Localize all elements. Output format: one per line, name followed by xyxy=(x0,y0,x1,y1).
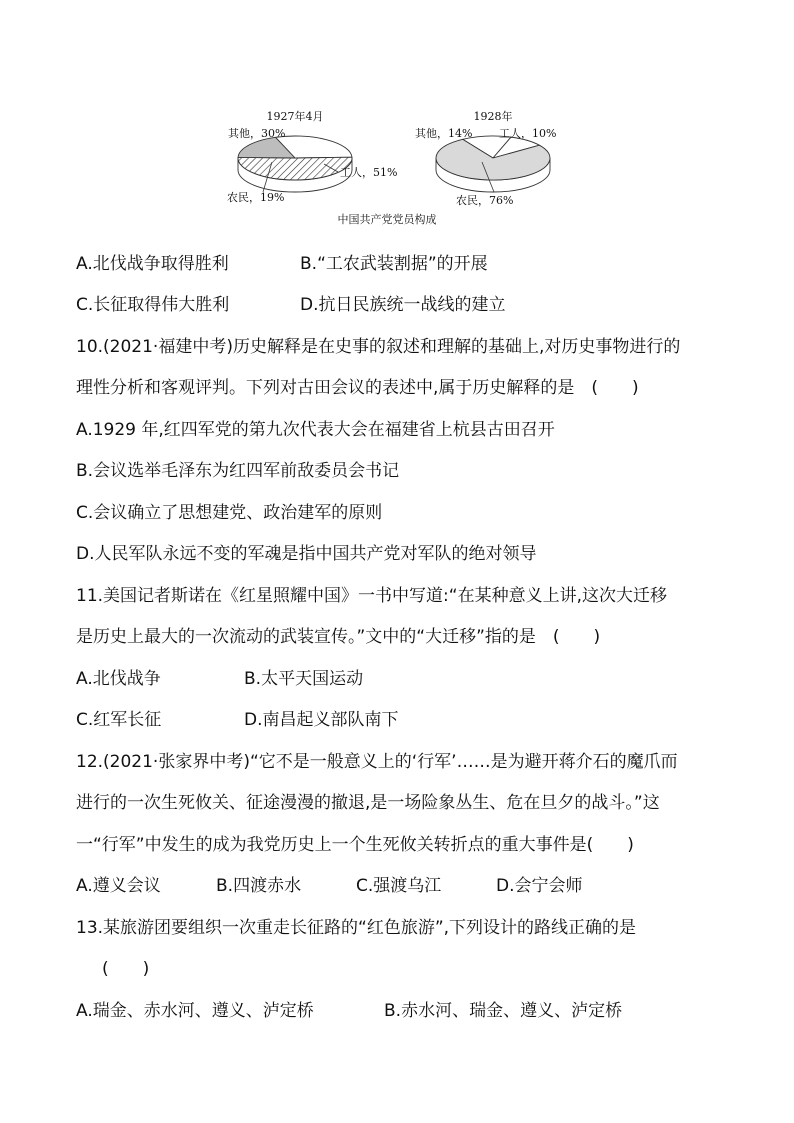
q10-stem-line1: 10.(2021·福建中考)历史解释是在史事的叙述和理解的基础上,对历史事物进行的 xyxy=(76,337,681,357)
q11-option-d: D.南昌起义部队南下 xyxy=(244,710,399,730)
chart1-title: 1927年4月 xyxy=(266,110,324,123)
chart1-label-other: 其他，30% xyxy=(228,127,286,140)
q10-option-b: B.会议选举毛泽东为红四军前敌委员会书记 xyxy=(76,461,400,481)
q9-option-d: D.抗日民族统一战线的建立 xyxy=(300,295,506,315)
q11-option-b: B.太平天国运动 xyxy=(244,669,364,689)
q12-option-b: B.四渡赤水 xyxy=(216,876,302,896)
q13-stem-line2: ( ) xyxy=(102,959,150,979)
q13-option-b: B.赤水河、瑞金、遵义、泸定桥 xyxy=(384,1001,623,1021)
q11-option-a: A.北伐战争 xyxy=(76,669,161,689)
q11-option-c: C.红军长征 xyxy=(76,710,162,730)
q13-option-a: A.瑞金、赤水河、遵义、泸定桥 xyxy=(76,1001,314,1021)
q12-option-c: C.强渡乌江 xyxy=(356,876,442,896)
q13-stem-line1: 13.某旅游团要组织一次重走长征路的“红色旅游”,下列设计的路线正确的是 xyxy=(76,918,637,938)
q12-stem-line1: 12.(2021·张家界中考)“它不是一般意义上的‘行军’……是为避开蒋介石的魔爪而 xyxy=(76,752,678,772)
chart1-label-workers: 工人，51% xyxy=(340,166,398,179)
q12-stem-line2: 进行的一次生死攸关、征途漫漫的撤退,是一场险象丛生、危在旦夕的战斗。”这 xyxy=(76,793,660,813)
pie-chart-1928 xyxy=(436,136,550,192)
chart2-label-peasants: 农民，76% xyxy=(456,194,514,207)
chart2-title: 1928年 xyxy=(473,110,513,123)
q11-stem-line2: 是历史上最大的一次流动的武装宣传。”文中的“大迁移”指的是 ( ) xyxy=(76,627,601,647)
q12-option-d: D.会宁会师 xyxy=(496,876,583,896)
q12-stem-line3: 一“行军”中发生的成为我党历史上一个生死攸关转折点的重大事件是( ) xyxy=(76,835,634,855)
q10-option-d: D.人民军队永远不变的军魂是指中国共产党对军队的绝对领导 xyxy=(76,544,537,564)
chart2-label-workers-text: 工人，10% xyxy=(499,127,557,140)
q10-option-a: A.1929 年,红四军党的第九次代表大会在福建省上杭县古田召开 xyxy=(76,420,555,440)
pie-chart-1927 xyxy=(238,136,352,192)
figure-caption: 中国共产党党员构成 xyxy=(337,213,437,226)
q12-option-a: A.遵义会议 xyxy=(76,876,161,896)
party-composition-figure xyxy=(200,100,600,235)
q10-stem-line2: 理性分析和客观评判。下列对古田会议的表述中,属于历史解释的是 ( ) xyxy=(76,378,639,398)
q11-stem-line1: 11.美国记者斯诺在《红星照耀中国》一书中写道:“在某种意义上讲,这次大迁移 xyxy=(76,586,667,606)
q9-option-c: C.长征取得伟大胜利 xyxy=(76,295,230,315)
chart2-label-other: 其他，14% xyxy=(415,127,473,140)
chart1-label-peasants: 农民，19% xyxy=(227,191,285,204)
q9-option-a: A.北伐战争取得胜利 xyxy=(76,254,229,274)
q9-option-b: B.“工农武装割据”的开展 xyxy=(300,254,488,274)
q10-option-c: C.会议确立了思想建党、政治建军的原则 xyxy=(76,503,383,523)
pie-charts xyxy=(200,100,600,235)
